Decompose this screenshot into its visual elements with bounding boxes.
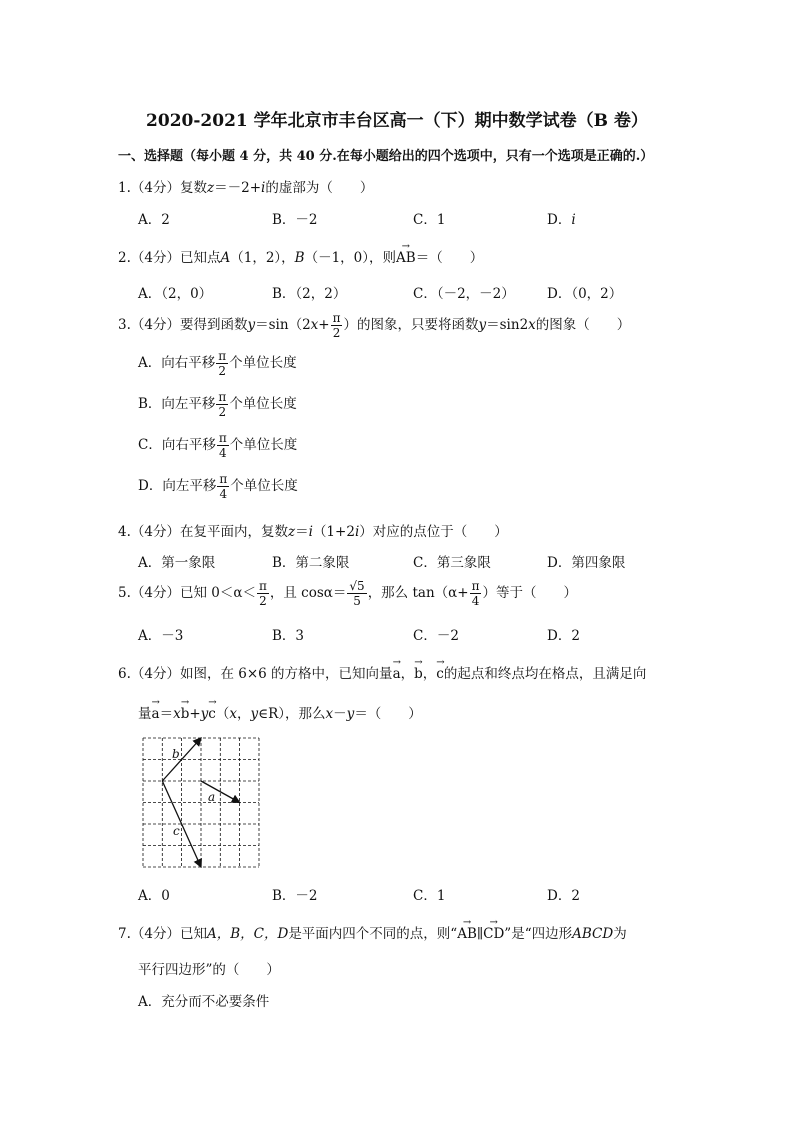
question-number: 3.（4分）	[118, 317, 180, 333]
parallel-symbol: ∥	[476, 926, 484, 942]
option-a[interactable]: A．（2，0）	[138, 286, 213, 302]
option-d[interactable]	[138, 473, 298, 500]
var-y: y	[346, 706, 355, 722]
q2-text: （1，2），	[230, 250, 295, 266]
option-label: C．向右平移	[138, 437, 216, 453]
question-number: 1.（4分）	[118, 180, 180, 196]
var-y: y	[200, 706, 209, 722]
q1-text: 的虚部为（ ）	[265, 180, 374, 196]
page-title: 2020-2021 学年北京市丰台区高一（下）期中数学试卷（B 卷）	[146, 111, 648, 131]
q2-text: 已知点	[179, 250, 221, 266]
option-b[interactable]	[138, 391, 297, 418]
q5-text: ，那么 tan（α+	[367, 585, 469, 601]
vector-c: → c	[436, 666, 444, 682]
option-b[interactable]: B．－2	[272, 888, 318, 904]
separator: ，	[422, 666, 437, 682]
denominator: 2	[218, 364, 227, 378]
q3-text: 要得到函数	[179, 317, 248, 333]
label-a: a	[208, 790, 216, 804]
question-4	[118, 520, 508, 540]
fraction-pi-over-2	[331, 312, 343, 339]
option-unit: 个单位长度	[229, 437, 298, 453]
numerator: √5	[349, 579, 365, 593]
q3-text: ＝sin（2	[255, 317, 311, 333]
q6-text: 量	[138, 706, 152, 722]
q4-text: ＝	[295, 524, 309, 540]
fraction-sqrt5-over-5	[347, 580, 366, 607]
option-unit: 个单位长度	[229, 396, 297, 412]
option-c[interactable]: C．1	[413, 212, 446, 228]
q2-text: ＝（ ）	[415, 250, 484, 266]
fraction	[216, 391, 228, 418]
vector-ab: → AB	[396, 250, 416, 266]
option-d-label: D．	[547, 212, 572, 228]
q6-text: ＝	[159, 706, 174, 722]
denominator: 4	[218, 446, 227, 460]
q5-text: ，且 cosα＝	[269, 585, 347, 601]
option-d[interactable]: D．2	[547, 888, 580, 904]
q7-text: 是平面内四个不同的点，则“	[288, 926, 458, 942]
var-y: y	[478, 317, 487, 333]
var-x: x	[528, 317, 536, 333]
option-unit: 个单位长度	[229, 355, 297, 371]
denominator: 4	[471, 594, 480, 608]
vector-b: → b	[181, 706, 190, 722]
q6-text: ＝（ ）	[354, 706, 422, 722]
q4-text: 在复平面内，复数	[179, 524, 288, 540]
numerator: π	[219, 472, 228, 486]
denominator: 2	[259, 594, 267, 608]
q3-text: +	[318, 317, 330, 333]
q7-text: ”是“四边形	[504, 926, 573, 942]
option-c[interactable]: C．1	[413, 888, 446, 904]
q3-text: ）的图象，只要将函数	[343, 317, 479, 333]
var-i: i	[308, 524, 313, 540]
q4-text: ）对应的点位于（ ）	[359, 524, 508, 540]
option-b[interactable]: B．（2，2）	[272, 286, 347, 302]
q6-text: 如图，在 6×6 的方格中，已知向量	[179, 666, 393, 682]
vector-ab: → AB	[457, 926, 477, 942]
var-i: i	[261, 180, 266, 196]
numerator: π	[471, 579, 480, 593]
option-unit: 个单位长度	[230, 478, 298, 494]
var-i: i	[354, 524, 360, 540]
option-b[interactable]: B．－2	[272, 212, 318, 228]
fraction	[216, 350, 228, 377]
var-y: y	[250, 706, 259, 722]
q7-text: 已知	[179, 926, 207, 942]
option-a[interactable]: A．－3	[138, 628, 184, 644]
option-c[interactable]: C．－2	[413, 628, 459, 644]
point-a: A	[220, 250, 231, 266]
question-number: 6.（4分）	[118, 666, 180, 682]
label-b: b	[172, 747, 180, 761]
vector-cd: → CD	[483, 926, 504, 942]
q6-text: +	[189, 706, 201, 722]
question-7	[118, 922, 627, 942]
var-y: y	[247, 317, 256, 333]
numerator: π	[218, 390, 227, 404]
option-d[interactable]: D．第四象限	[547, 555, 626, 571]
vector-a: → a	[393, 666, 401, 682]
q6-text: 的起点和终点均在格点，且满足向	[443, 666, 647, 682]
numerator: π	[218, 431, 227, 445]
option-d[interactable]: D．（0，2）	[547, 286, 623, 302]
quadrilateral-abcd: ABCD	[572, 926, 614, 942]
var-i: i	[571, 212, 576, 228]
q3-text: 的图象（ ）	[535, 317, 631, 333]
q6-text: （	[215, 706, 230, 722]
option-a[interactable]	[138, 350, 297, 377]
denominator: 5	[353, 594, 361, 608]
denominator: 4	[219, 487, 228, 501]
option-d[interactable]	[547, 208, 576, 228]
var-x: x	[173, 706, 181, 722]
question-5	[118, 580, 577, 607]
q6-text: ，	[236, 706, 251, 722]
option-a[interactable]: A．0	[138, 888, 170, 904]
vector-grid-figure	[142, 737, 260, 868]
option-a[interactable]: A．第一象限	[138, 555, 216, 571]
question-6	[118, 662, 646, 682]
question-number: 4.（4分）	[118, 524, 180, 540]
fraction	[217, 432, 229, 459]
question-1	[118, 176, 373, 196]
option-b[interactable]: B．第二象限	[272, 555, 350, 571]
question-number: 7.（4分）	[118, 926, 180, 942]
q5-text: 已知 0＜α＜	[179, 585, 256, 601]
q2-text: （－1，0），则	[304, 250, 397, 266]
point-b: B	[294, 250, 305, 266]
numerator: π	[258, 579, 267, 593]
question-number: 2.（4分）	[118, 250, 180, 266]
q7-text: 为	[613, 926, 627, 942]
q5-text: ）等于（ ）	[482, 585, 577, 601]
separator: ，	[400, 666, 415, 682]
option-a[interactable]: A．充分而不必要条件	[138, 994, 270, 1010]
question-7-line-2: 平行四边形”的（ ）	[138, 962, 280, 978]
var-z: z	[287, 524, 296, 540]
option-label: A．向右平移	[138, 355, 216, 371]
option-c[interactable]: C．第三象限	[413, 555, 491, 571]
vector-b: → b	[414, 666, 423, 682]
option-b[interactable]: B．3	[272, 628, 305, 644]
numerator: π	[218, 349, 227, 363]
fraction	[217, 473, 229, 500]
vector-a: → a	[152, 706, 160, 722]
points: A，B，C，D	[206, 926, 289, 942]
q3-text: ＝sin2	[486, 317, 529, 333]
q6-text: ∈R），那么	[258, 706, 326, 722]
var-x: x	[310, 317, 319, 333]
q1-text: 复数	[179, 180, 207, 196]
var-z: z	[206, 180, 215, 196]
q6-text: －	[333, 706, 347, 722]
section-heading: 一、选择题（每小题 4 分，共 40 分.在每小题给出的四个选项中，只有一个选项是正确的.）	[118, 149, 654, 164]
numerator: π	[332, 311, 341, 325]
denominator: 2	[218, 405, 227, 419]
option-d[interactable]: D．2	[547, 628, 580, 644]
option-c[interactable]	[138, 432, 297, 459]
label-c: c	[173, 824, 180, 838]
var-x: x	[325, 706, 334, 722]
option-label: D．向左平移	[138, 478, 217, 494]
option-c[interactable]: C．（－2，－2）	[413, 286, 515, 302]
question-3	[118, 312, 630, 339]
option-a[interactable]: A．2	[138, 212, 170, 228]
vector-c: → c	[208, 706, 216, 722]
var-x: x	[229, 706, 237, 722]
q1-text: ＝－2+	[214, 180, 262, 196]
denominator: 2	[332, 326, 341, 340]
grid-lines	[143, 738, 259, 867]
fraction-pi-over-4	[470, 580, 482, 607]
fraction-pi-over-2	[257, 580, 269, 607]
question-number: 5.（4分）	[118, 585, 180, 601]
q4-text: （1+2	[312, 524, 355, 540]
question-6-line-2	[138, 702, 422, 722]
question-2	[118, 246, 483, 266]
option-label: B．向左平移	[138, 396, 216, 412]
